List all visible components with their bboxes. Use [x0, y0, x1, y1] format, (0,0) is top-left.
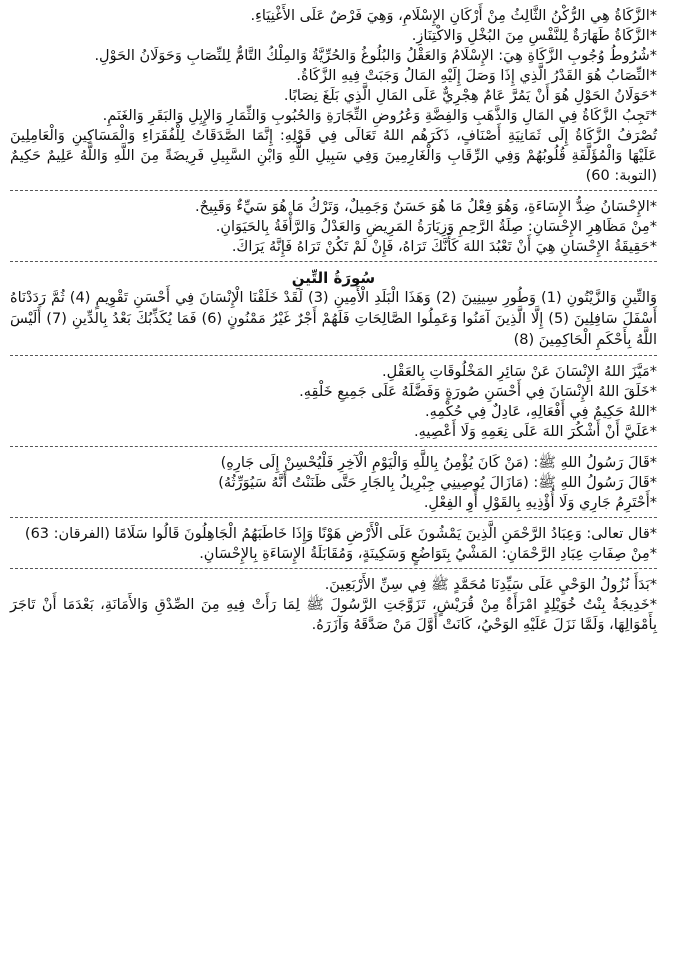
hadith-neighbor-1: *قَالَ رَسُولُ اللهِ ﷺ: (مَنْ كَانَ يُؤْمِنُ بِاللَّهِ وَالْيَوْمِ الْآخِرِ فَلْيُحْسِنْ إِلَى جَارِهِ) — [220, 455, 657, 471]
insan-creation: *خَلَقَ اللهُ الإِنْسَانَ فِي أَحْسَنِ صُورَةٍ وَفَضَّلَهُ عَلَى جَمِيعِ خَلْقِهِ. — [299, 384, 657, 400]
hadith-neighbor-2: *قَالَ رَسُولُ اللهِ ﷺ: (مَازَالَ يُوصِينِي جِبْرِيلُ بِالجَارِ حَتَّى ظَنَنْتُ أَنَّهُ سَيُوَرِّثُهُ) — [218, 475, 657, 491]
ibad-qualities: *مِنْ صِفَاتِ عِبَادِ الرَّحْمَانِ: المَشْيُ بِتَوَاضُعٍ وَسَكِينَةٍ، وَمُقَابَلَةُ الإِسَاءَةِ بِالإِحْسَانِ. — [199, 546, 657, 562]
zakat-assets: *تَجِبُ الزَّكَاةُ فِي المَالِ وَالذَّهَبِ وَالفِضَّةِ وَعُرُوضِ التِّجَارَةِ وَالحُبُوبِ وَالثِّمَارِ وَالإِبِلِ وَالبَقَرِ وَالغَنَمِ. — [102, 108, 657, 124]
zakat-definition: *الزَّكَاةُ هِي الرُّكْنُ الثَّالِثُ مِنْ أَرْكَانِ الإِسْلَامِ، وَهِيَ فَرْضٌ عَلَى الأَغْنِيَاءِ. — [250, 8, 657, 24]
insan-distinction: *مَيَّزَ اللهُ الإِنْسَانَ عَنْ سَائِرِ المَخْلُوقَاتِ بِالعَقْلِ. — [382, 364, 657, 380]
ibad-verse: *قال تعالى: وَعِبَادُ الرَّحْمَنِ الَّذِينَ يَمْشُونَ عَلَى الْأَرْضِ هَوْنًا وَإِذَا خَاطَبَهُمُ الْجَاهِلُونَ قَالُوا سَلَامًا (الفرقان: 63) — [24, 526, 657, 542]
ihsan-reality: *حَقِيقَةُ الإِحْسَانِ هِيَ أَنْ تَعْبُدَ اللهَ كَأَنَّكَ تَرَاهُ، فَإِنْ لَمْ تَكُنْ تَرَاهُ فَإِنَّهُ يَرَاكَ. — [231, 239, 657, 255]
section-surat-tin — [10, 268, 657, 356]
respect-neighbor: *أَحْتَرِمُ جَارِي وَلَا أُؤْذِيهِ بِالقَوْلِ أَوِ الفِعْلِ. — [423, 495, 657, 511]
zakat-recipients: تُصْرَفُ الزَّكَاةُ إِلَى ثَمَانِيَةِ أَصْنَافٍ، ذَكَرَهُم اللهُ تَعَالَى فِي قَوْلِهِ: إِنَّمَا الصَّدَقَاتُ لِلْفُقَرَاءِ وَالْمَسَاكِينِ وَالْعَامِلِينَ عَلَيْهَا وَالْمُؤَلَّفَةِ قُلُوبُهُمْ وَفِي الرِّقَابِ وَالْغَارِمِينَ وَفِي سَبِيلِ اللَّهِ وَابْنِ السَّبِيلِ فَرِيضَةً مِنَ اللَّهِ وَاللَّهُ عَلِيمٌ حَكِيمٌ (التوبة: 60) — [10, 128, 657, 184]
section-insan — [10, 362, 657, 447]
section-zakat — [10, 6, 657, 191]
ihsan-definition: *الإِحْسَانُ ضِدُّ الإِسَاءَةِ، وَهُوَ فِعْلُ مَا هُوَ حَسَنٌ وَجَمِيلٌ، وَتَرْكُ مَا هُوَ سَيِّءٌ وَقَبِيحٌ. — [194, 199, 657, 215]
khadija: *خَدِيجَةُ بِنْتُ خُوَيْلِدٍ امْرَأَةٌ مِنْ قُرَيْشٍ، تَزَوَّجَتِ الرَّسُولَ ﷺ لِمَا رَأَتْ فِيهِ مِنَ الصِّدْقِ وَالأَمَانَةِ، بَعْدَمَا أَنْ تَاجَرَ بِأَمْوَالِهَا، وَلَمَّا نَزَلَ عَلَيْهِ الوَحْيُ، كَانَتْ أَوَّلَ مَنْ صَدَّقَهُ وَآزَرَهُ. — [10, 597, 657, 633]
section-ibad-rahman — [10, 524, 657, 569]
surah-text: وَالتِّينِ وَالزَّيْتُونِ (1) وَطُورِ سِينِينَ (2) وَهَذَا الْبَلَدِ الْأَمِينِ (3) لَقَدْ خَلَقْنَا الْإِنْسَانَ فِي أَحْسَنِ تَقْوِيمٍ (4) ثُمَّ رَدَدْنَاهُ أَسْفَلَ سَافِلِينَ (5) إِلَّا الَّذِينَ آمَنُوا وَعَمِلُوا الصَّالِحَاتِ فَلَهُمْ أَجْرٌ غَيْرُ مَمْنُونٍ (6) فَمَا يُكَذِّبُكَ بَعْدُ بِالدِّينِ (7) أَلَيْسَ اللَّهُ بِأَحْكَمِ الْحَاكِمِينَ (8) — [10, 290, 657, 348]
allah-wise: *اللهُ حَكِيمٌ فِي أَفْعَالِهِ، عَادِلٌ فِي حُكْمِهِ. — [425, 404, 657, 420]
gratitude: *عَلَيَّ أَنْ أَشْكُرَ اللهَ عَلَى نِعَمِهِ وَلَا أَعْصِيهِ. — [414, 424, 657, 440]
wahy-start: *بَدَأَ نُزُولُ الوَحْيِ عَلَى سَيِّدِنَا مُحَمَّدٍ ﷺ فِي سِنِّ الأَرْبَعِينَ. — [324, 577, 657, 593]
nisab-definition: *النِّصَابُ هُوَ القَدْرُ الَّذِي إِذَا وَصَلَ إِلَيْهِ المَالُ وَجَبَتْ فِيهِ الزَّكَاةُ. — [296, 68, 657, 84]
ihsan-manifestations: *مِنْ مَظَاهِرِ الإِحْسَانِ: صِلَةُ الرَّحِمِ وَزِيَارَةُ المَرِيضِ وَالعَدْلُ وَالرَّأْفَةُ بِالحَيَوَانِ. — [215, 219, 657, 235]
section-ihsan — [10, 197, 657, 262]
zakat-conditions: *شُرُوطُ وُجُوبِ الزَّكَاةِ هِيَ: الإِسْلَامُ وَالعَقْلُ وَالبُلُوغُ وَالحُرِّيَّةُ وَالمِلْكُ التَّامُّ لِلنِّصَابِ وَحَوَلَانُ الحَوْلِ. — [94, 48, 657, 64]
zakat-purification: *الزَّكَاةُ طَهَارَةٌ لِلنَّفْسِ مِنَ البُخْلِ وَالاكْتِنَازِ. — [411, 28, 657, 44]
hawl-definition: *حَوَلَانُ الحَوْلِ هُوَ أَنْ يَمُرَّ عَامٌ هِجْرِيٌّ عَلَى المَالِ الَّذِي بَلَغَ نِصَابًا. — [283, 88, 657, 104]
surah-title: سُورَةُ التِّينِ — [291, 269, 376, 287]
section-jar — [10, 453, 657, 518]
section-wahy — [10, 575, 657, 639]
